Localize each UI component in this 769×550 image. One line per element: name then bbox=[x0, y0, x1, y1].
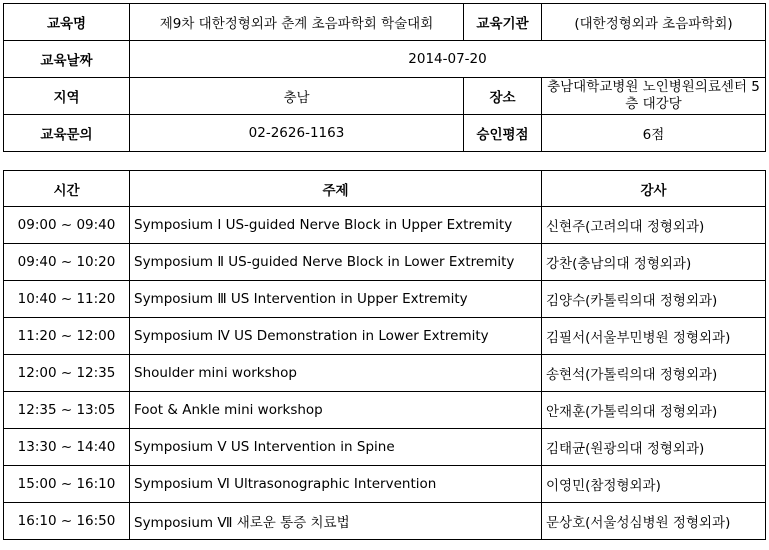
organization-label: 교육기관 bbox=[464, 4, 542, 41]
topic-cell: Symposium Ⅳ US Demonstration in Lower Extremity bbox=[130, 318, 542, 355]
time-cell: 09:00 ~ 09:40 bbox=[4, 207, 130, 244]
topic-cell: Symposium Ⅵ Ultrasonographic Intervention bbox=[130, 466, 542, 503]
info-row-region bbox=[4, 78, 766, 115]
time-cell: 15:00 ~ 16:10 bbox=[4, 466, 130, 503]
info-row-contact bbox=[4, 115, 766, 152]
speaker-cell: 안재훈(가톨릭의대 정형외과) bbox=[542, 392, 766, 429]
schedule-table bbox=[3, 170, 766, 540]
course-name-value: 제9차 대한정형외과 춘계 초음파학회 학술대회 bbox=[130, 4, 464, 41]
speaker-cell: 김필서(서울부민병원 정형외과) bbox=[542, 318, 766, 355]
topic-cell: Symposium Ⅴ US Intervention in Spine bbox=[130, 429, 542, 466]
contact-label: 교육문의 bbox=[4, 115, 130, 152]
topic-cell: Symposium Ⅱ US-guided Nerve Block in Lower Extremity bbox=[130, 244, 542, 281]
table-row bbox=[4, 466, 766, 503]
speaker-cell: 이영민(참정형외과) bbox=[542, 466, 766, 503]
topic-cell: Shoulder mini workshop bbox=[130, 355, 542, 392]
speaker-cell: 김태균(원광의대 정형외과) bbox=[542, 429, 766, 466]
time-cell: 13:30 ~ 14:40 bbox=[4, 429, 130, 466]
table-row bbox=[4, 503, 766, 540]
table-row bbox=[4, 429, 766, 466]
table-row bbox=[4, 318, 766, 355]
venue-label: 장소 bbox=[464, 78, 542, 115]
speaker-cell: 김양수(카톨릭의대 정형외과) bbox=[542, 281, 766, 318]
region-label: 지역 bbox=[4, 78, 130, 115]
info-row-name bbox=[4, 4, 766, 41]
info-row-date bbox=[4, 41, 766, 78]
topic-cell: Symposium Ⅲ US Intervention in Upper Extremity bbox=[130, 281, 542, 318]
time-cell: 12:35 ~ 13:05 bbox=[4, 392, 130, 429]
venue-value: 충남대학교병원 노인병원의료센터 5층 대강당 bbox=[542, 78, 766, 115]
topic-cell: Foot & Ankle mini workshop bbox=[130, 392, 542, 429]
time-cell: 12:00 ~ 12:35 bbox=[4, 355, 130, 392]
contact-value: 02-2626-1163 bbox=[130, 115, 464, 152]
credit-label: 승인평점 bbox=[464, 115, 542, 152]
credit-value: 6점 bbox=[542, 115, 766, 152]
speaker-header: 강사 bbox=[542, 171, 766, 207]
table-row bbox=[4, 281, 766, 318]
speaker-cell: 강찬(충남의대 정형외과) bbox=[542, 244, 766, 281]
time-cell: 10:40 ~ 11:20 bbox=[4, 281, 130, 318]
schedule-header-row bbox=[4, 171, 766, 207]
topic-cell: Symposium Ⅶ 새로운 통증 치료법 bbox=[130, 503, 542, 540]
time-header: 시간 bbox=[4, 171, 130, 207]
course-name-label: 교육명 bbox=[4, 4, 130, 41]
time-cell: 09:40 ~ 10:20 bbox=[4, 244, 130, 281]
speaker-cell: 송현석(가톨릭의대 정형외과) bbox=[542, 355, 766, 392]
table-row bbox=[4, 355, 766, 392]
organization-value: (대한정형외과 초음파학회) bbox=[542, 4, 766, 41]
table-row bbox=[4, 207, 766, 244]
topic-header: 주제 bbox=[130, 171, 542, 207]
speaker-cell: 신현주(고려의대 정형외과) bbox=[542, 207, 766, 244]
date-value: 2014-07-20 bbox=[130, 41, 766, 78]
region-value: 충남 bbox=[130, 78, 464, 115]
speaker-cell: 문상호(서울성심병원 정형외과) bbox=[542, 503, 766, 540]
topic-cell: Symposium Ⅰ US-guided Nerve Block in Upper Extremity bbox=[130, 207, 542, 244]
table-row bbox=[4, 244, 766, 281]
time-cell: 11:20 ~ 12:00 bbox=[4, 318, 130, 355]
table-row bbox=[4, 392, 766, 429]
course-info-table bbox=[3, 3, 766, 152]
time-cell: 16:10 ~ 16:50 bbox=[4, 503, 130, 540]
date-label: 교육날짜 bbox=[4, 41, 130, 78]
